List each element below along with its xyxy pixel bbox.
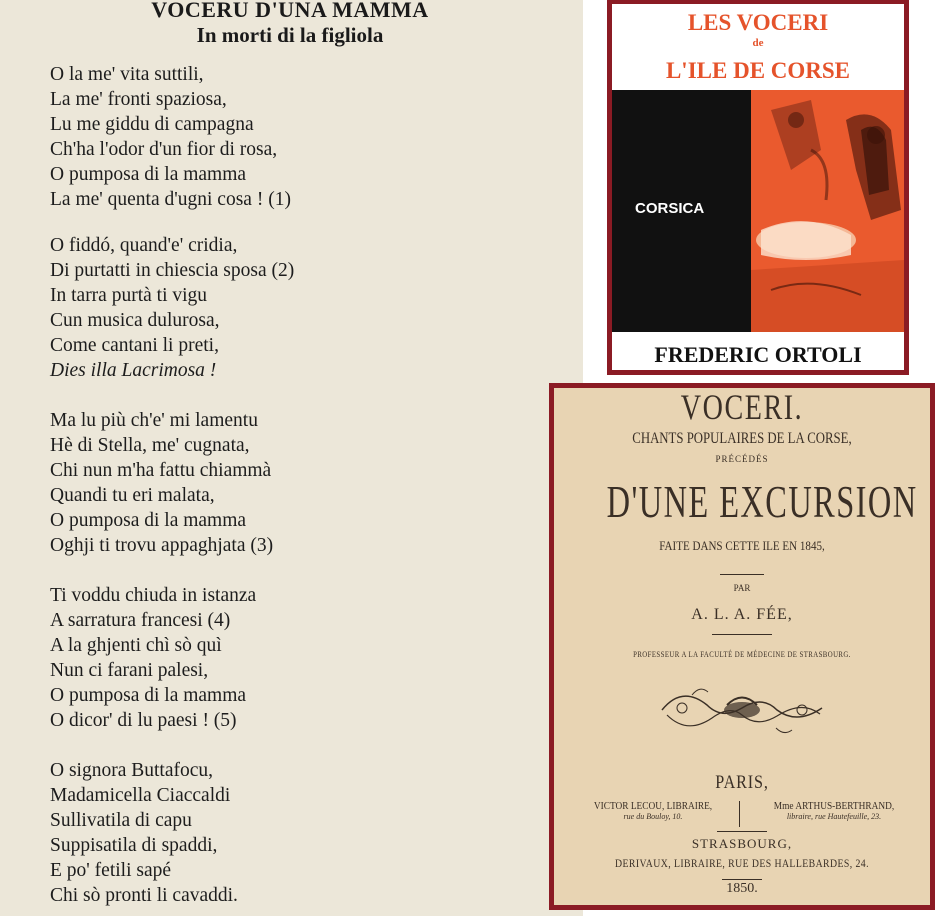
poem-line: A la ghjenti chì sò quì [50, 635, 222, 656]
publisher-lecou-address: rue du Bouloy, 10. [623, 812, 683, 821]
title-page-date-line: FAITE DANS CETTE ILE EN 1845, [659, 538, 825, 553]
poem-line: O pumposa di la mamma [50, 164, 247, 185]
title-page-subtitle: CHANTS POPULAIRES DE LA CORSE, [632, 430, 852, 447]
cover-author: FREDERIC ORTOLI [654, 342, 862, 367]
poem-line: Ch'ha l'odor d'un fior di rosa, [50, 139, 278, 160]
stanza-1 [50, 62, 291, 212]
title-page-frame [549, 383, 935, 910]
book-cover-frame [607, 0, 909, 375]
divider [720, 574, 764, 575]
divider [717, 831, 767, 832]
stanza-2 [50, 233, 294, 383]
poem-line: O signora Buttafocu, [50, 760, 214, 781]
title-page [554, 388, 930, 905]
poem-line: In tarra purtà ti vigu [50, 285, 208, 306]
poem-line: O fiddó, quand'e' cridia, [50, 235, 238, 256]
title-page-author: A. L. A. FÉE, [691, 606, 793, 623]
stanza-4 [50, 583, 256, 733]
poem-line: Suppisatila di spaddi, [50, 835, 218, 856]
title-page-city-paris: PARIS, [715, 772, 769, 793]
divider [722, 879, 762, 880]
poem-line: La me' quenta d'ugni cosa ! (1) [50, 189, 291, 210]
publisher-arthus-berthrand [744, 800, 924, 821]
stanza-5 [50, 758, 238, 908]
title-page-affiliation: PROFESSEUR A LA FACULTÉ DE MÉDECINE DE STRASBOURG. [633, 650, 851, 659]
poem-line: Quandi tu eri malata, [50, 485, 215, 506]
publisher-arthus-name: Mme ARTHUS-BERTHRAND, [773, 800, 895, 812]
publisher-derivaux: DERIVAUX, LIBRAIRE, RUE DES HALLEBARDES, 24. [615, 858, 869, 870]
poem-line: Chi nun m'ha fattu chiammà [50, 460, 272, 481]
title-page-par: PAR [733, 583, 751, 593]
poem-title: VOCERU D'UNA MAMMA [151, 0, 429, 22]
cover-title-line1: LES VOCERI [687, 10, 829, 35]
poem-line: Hè di Stella, me' cugnata, [50, 435, 250, 456]
cover-title-line3: L'ILE DE CORSE [665, 58, 851, 83]
title-page-excursion: D'UNE EXCURSION [606, 477, 918, 527]
cover-illustration [751, 90, 904, 332]
title-page-precedes: PRÉCÉDÉS [715, 454, 769, 464]
poem-line: Cun musica dulurosa, [50, 310, 220, 331]
poem-line: Oghji ti trovu appaghjata (3) [50, 535, 274, 556]
poem-subtitle: In morti di la figliola [196, 23, 384, 47]
publisher-lecou [568, 800, 738, 821]
poem-line: Nun ci farani palesi, [50, 660, 209, 681]
title-page-city-strasbourg: STRASBOURG, [691, 836, 793, 851]
cover-title-line2: de [752, 37, 764, 49]
poem-line: O pumposa di la mamma [50, 510, 247, 531]
ornament-icon [652, 680, 832, 740]
poem-line: Ti voddu chiuda in istanza [50, 585, 257, 606]
cover-series-label: CORSICA [635, 200, 705, 217]
stanza-3 [50, 408, 273, 558]
poem-line: La me' fronti spaziosa, [50, 89, 227, 110]
poem-line: Lu me giddu di campagna [50, 114, 254, 135]
poem-line: Madamicella Ciaccaldi [50, 785, 231, 806]
poem-line: O dicor' di lu paesi ! (5) [50, 710, 237, 731]
publisher-lecou-name: VICTOR LECOU, LIBRAIRE, [593, 800, 713, 812]
poem-line: Come cantani li preti, [50, 335, 219, 356]
poem-line: Sullivatila di capu [50, 810, 192, 831]
divider [712, 634, 772, 635]
publisher-divider [739, 801, 740, 827]
book-cover [612, 4, 904, 370]
poem-line: O la me' vita suttili, [50, 64, 204, 85]
poem-line: Dies illa Lacrimosa ! [50, 360, 217, 381]
title-page-year: 1850. [726, 881, 758, 896]
poem-line: Ma lu più ch'e' mi lamentu [50, 410, 258, 431]
publisher-arthus-address: libraire, rue Hautefeuille, 23. [786, 812, 882, 821]
poem-line: A sarratura francesi (4) [50, 610, 231, 631]
poem-line: O pumposa di la mamma [50, 685, 247, 706]
poem-line: Di purtatti in chiescia sposa (2) [50, 260, 295, 281]
title-page-title: VOCERI. [680, 388, 804, 427]
poem-line: Chi sò pronti li cavaddi. [50, 885, 238, 906]
poem-line: E po' fetili sapé [50, 860, 172, 881]
